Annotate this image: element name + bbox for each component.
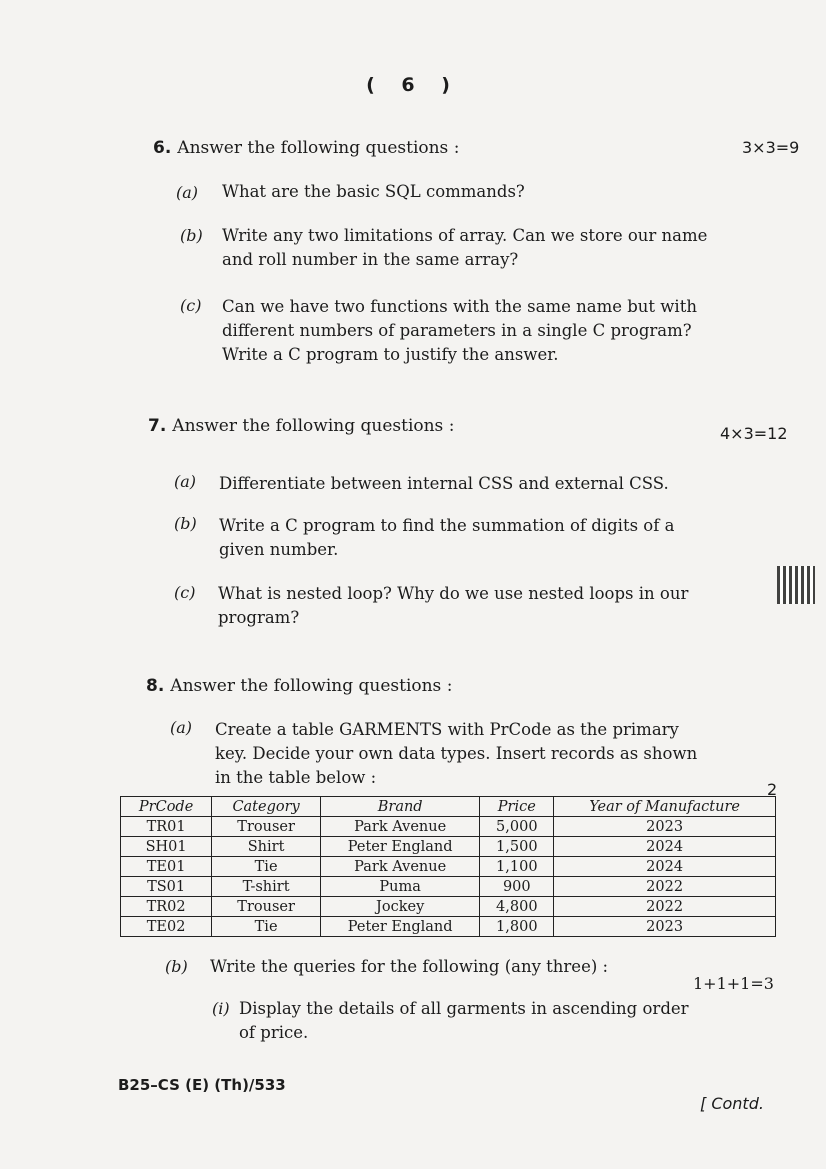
table-cell: TR02 <box>121 897 212 917</box>
question-7-heading <box>148 416 454 436</box>
question-8a-text <box>215 718 697 790</box>
table-cell: 2023 <box>554 917 776 937</box>
table-cell: 2024 <box>554 837 776 857</box>
text-line: Write a C program to justify the answer. <box>222 345 559 364</box>
table-cell: Peter England <box>320 917 479 937</box>
text-line: Write a C program to find the summation of digits of a <box>219 516 675 535</box>
text-line: in the table below : <box>215 768 377 787</box>
table-header-row <box>121 797 776 817</box>
question-7-marks: 4×3=12 <box>720 424 788 443</box>
part-label: (b) <box>174 514 197 533</box>
text-line: and roll number in the same array? <box>222 250 519 269</box>
part-label: (c) <box>180 296 202 315</box>
table-row <box>121 857 776 877</box>
text-line: What is nested loop? Why do we use nested loops in our <box>218 584 689 603</box>
table-cell: Park Avenue <box>320 817 479 837</box>
table-cell: Trouser <box>212 817 321 837</box>
column-header: Year of Manufacture <box>554 797 776 817</box>
column-header: Price <box>480 797 554 817</box>
question-7c-text <box>218 582 688 630</box>
column-header: Brand <box>320 797 479 817</box>
table-cell: Puma <box>320 877 479 897</box>
question-8b-i-text <box>239 997 689 1045</box>
table-cell: 2024 <box>554 857 776 877</box>
text-line: key. Decide your own data types. Insert records as shown <box>215 744 698 763</box>
column-header: Category <box>212 797 321 817</box>
table-cell: TR01 <box>121 817 212 837</box>
text-line: Can we have two functions with the same name but with <box>222 297 697 316</box>
table-cell: 900 <box>480 877 554 897</box>
question-6b-text <box>222 224 707 272</box>
question-number: 6. <box>153 138 172 158</box>
part-label: (c) <box>174 583 196 602</box>
table-cell: Peter England <box>320 837 479 857</box>
table-cell: TE02 <box>121 917 212 937</box>
table-cell: SH01 <box>121 837 212 857</box>
question-number: 8. <box>146 676 165 696</box>
table-cell: 2022 <box>554 877 776 897</box>
continued-label: [ Contd. <box>700 1094 764 1113</box>
table-cell: Tie <box>212 917 321 937</box>
table-cell: 4,800 <box>480 897 554 917</box>
table-cell: 2023 <box>554 817 776 837</box>
table-cell: TE01 <box>121 857 212 877</box>
question-8b-text: Write the queries for the following (any three) : <box>210 957 609 976</box>
text-line: program? <box>218 608 300 627</box>
question-6c-text <box>222 295 697 367</box>
question-6-heading <box>153 138 459 158</box>
table-row <box>121 817 776 837</box>
question-title: Answer the following questions : <box>170 676 453 696</box>
question-title: Answer the following questions : <box>177 138 460 158</box>
table-cell: 1,500 <box>480 837 554 857</box>
table-cell: 5,000 <box>480 817 554 837</box>
garments-table <box>120 796 776 937</box>
column-header: PrCode <box>121 797 212 817</box>
table-cell: Tie <box>212 857 321 877</box>
table-cell: TS01 <box>121 877 212 897</box>
text-line: different numbers of parameters in a single C program? <box>222 321 692 340</box>
part-label: (i) <box>212 999 230 1018</box>
table-cell: Park Avenue <box>320 857 479 877</box>
part-label: (a) <box>176 183 199 202</box>
question-7b-text <box>219 514 674 562</box>
paper-code: B25–CS (E) (Th)/533 <box>118 1076 286 1094</box>
part-label: (b) <box>180 226 203 245</box>
part-label: (b) <box>165 957 188 976</box>
table-cell: T-shirt <box>212 877 321 897</box>
table-row <box>121 917 776 937</box>
text-line: Display the details of all garments in ascending order <box>239 999 689 1018</box>
question-8a-marks: 2 <box>767 780 778 799</box>
part-label: (a) <box>174 472 197 491</box>
question-number: 7. <box>148 416 167 436</box>
text-line: given number. <box>219 540 339 559</box>
question-6-marks: 3×3=9 <box>742 138 800 157</box>
table-row <box>121 897 776 917</box>
text-line: of price. <box>239 1023 309 1042</box>
table-cell: Shirt <box>212 837 321 857</box>
table-cell: Jockey <box>320 897 479 917</box>
question-6a-text: What are the basic SQL commands? <box>222 182 525 201</box>
table-row <box>121 877 776 897</box>
qr-code-icon <box>777 566 815 604</box>
text-line: Create a table GARMENTS with PrCode as the primary <box>215 720 679 739</box>
page-number: ( 6 ) <box>366 74 460 96</box>
table-cell: 1,800 <box>480 917 554 937</box>
text-line: Write any two limitations of array. Can we store our name <box>222 226 708 245</box>
table-row <box>121 837 776 857</box>
question-8b-marks: 1+1+1=3 <box>693 974 774 993</box>
question-title: Answer the following questions : <box>172 416 455 436</box>
part-label: (a) <box>170 718 193 737</box>
question-8-heading <box>146 676 452 696</box>
question-7a-text: Differentiate between internal CSS and external CSS. <box>219 474 669 493</box>
table-cell: Trouser <box>212 897 321 917</box>
table-cell: 1,100 <box>480 857 554 877</box>
table-cell: 2022 <box>554 897 776 917</box>
